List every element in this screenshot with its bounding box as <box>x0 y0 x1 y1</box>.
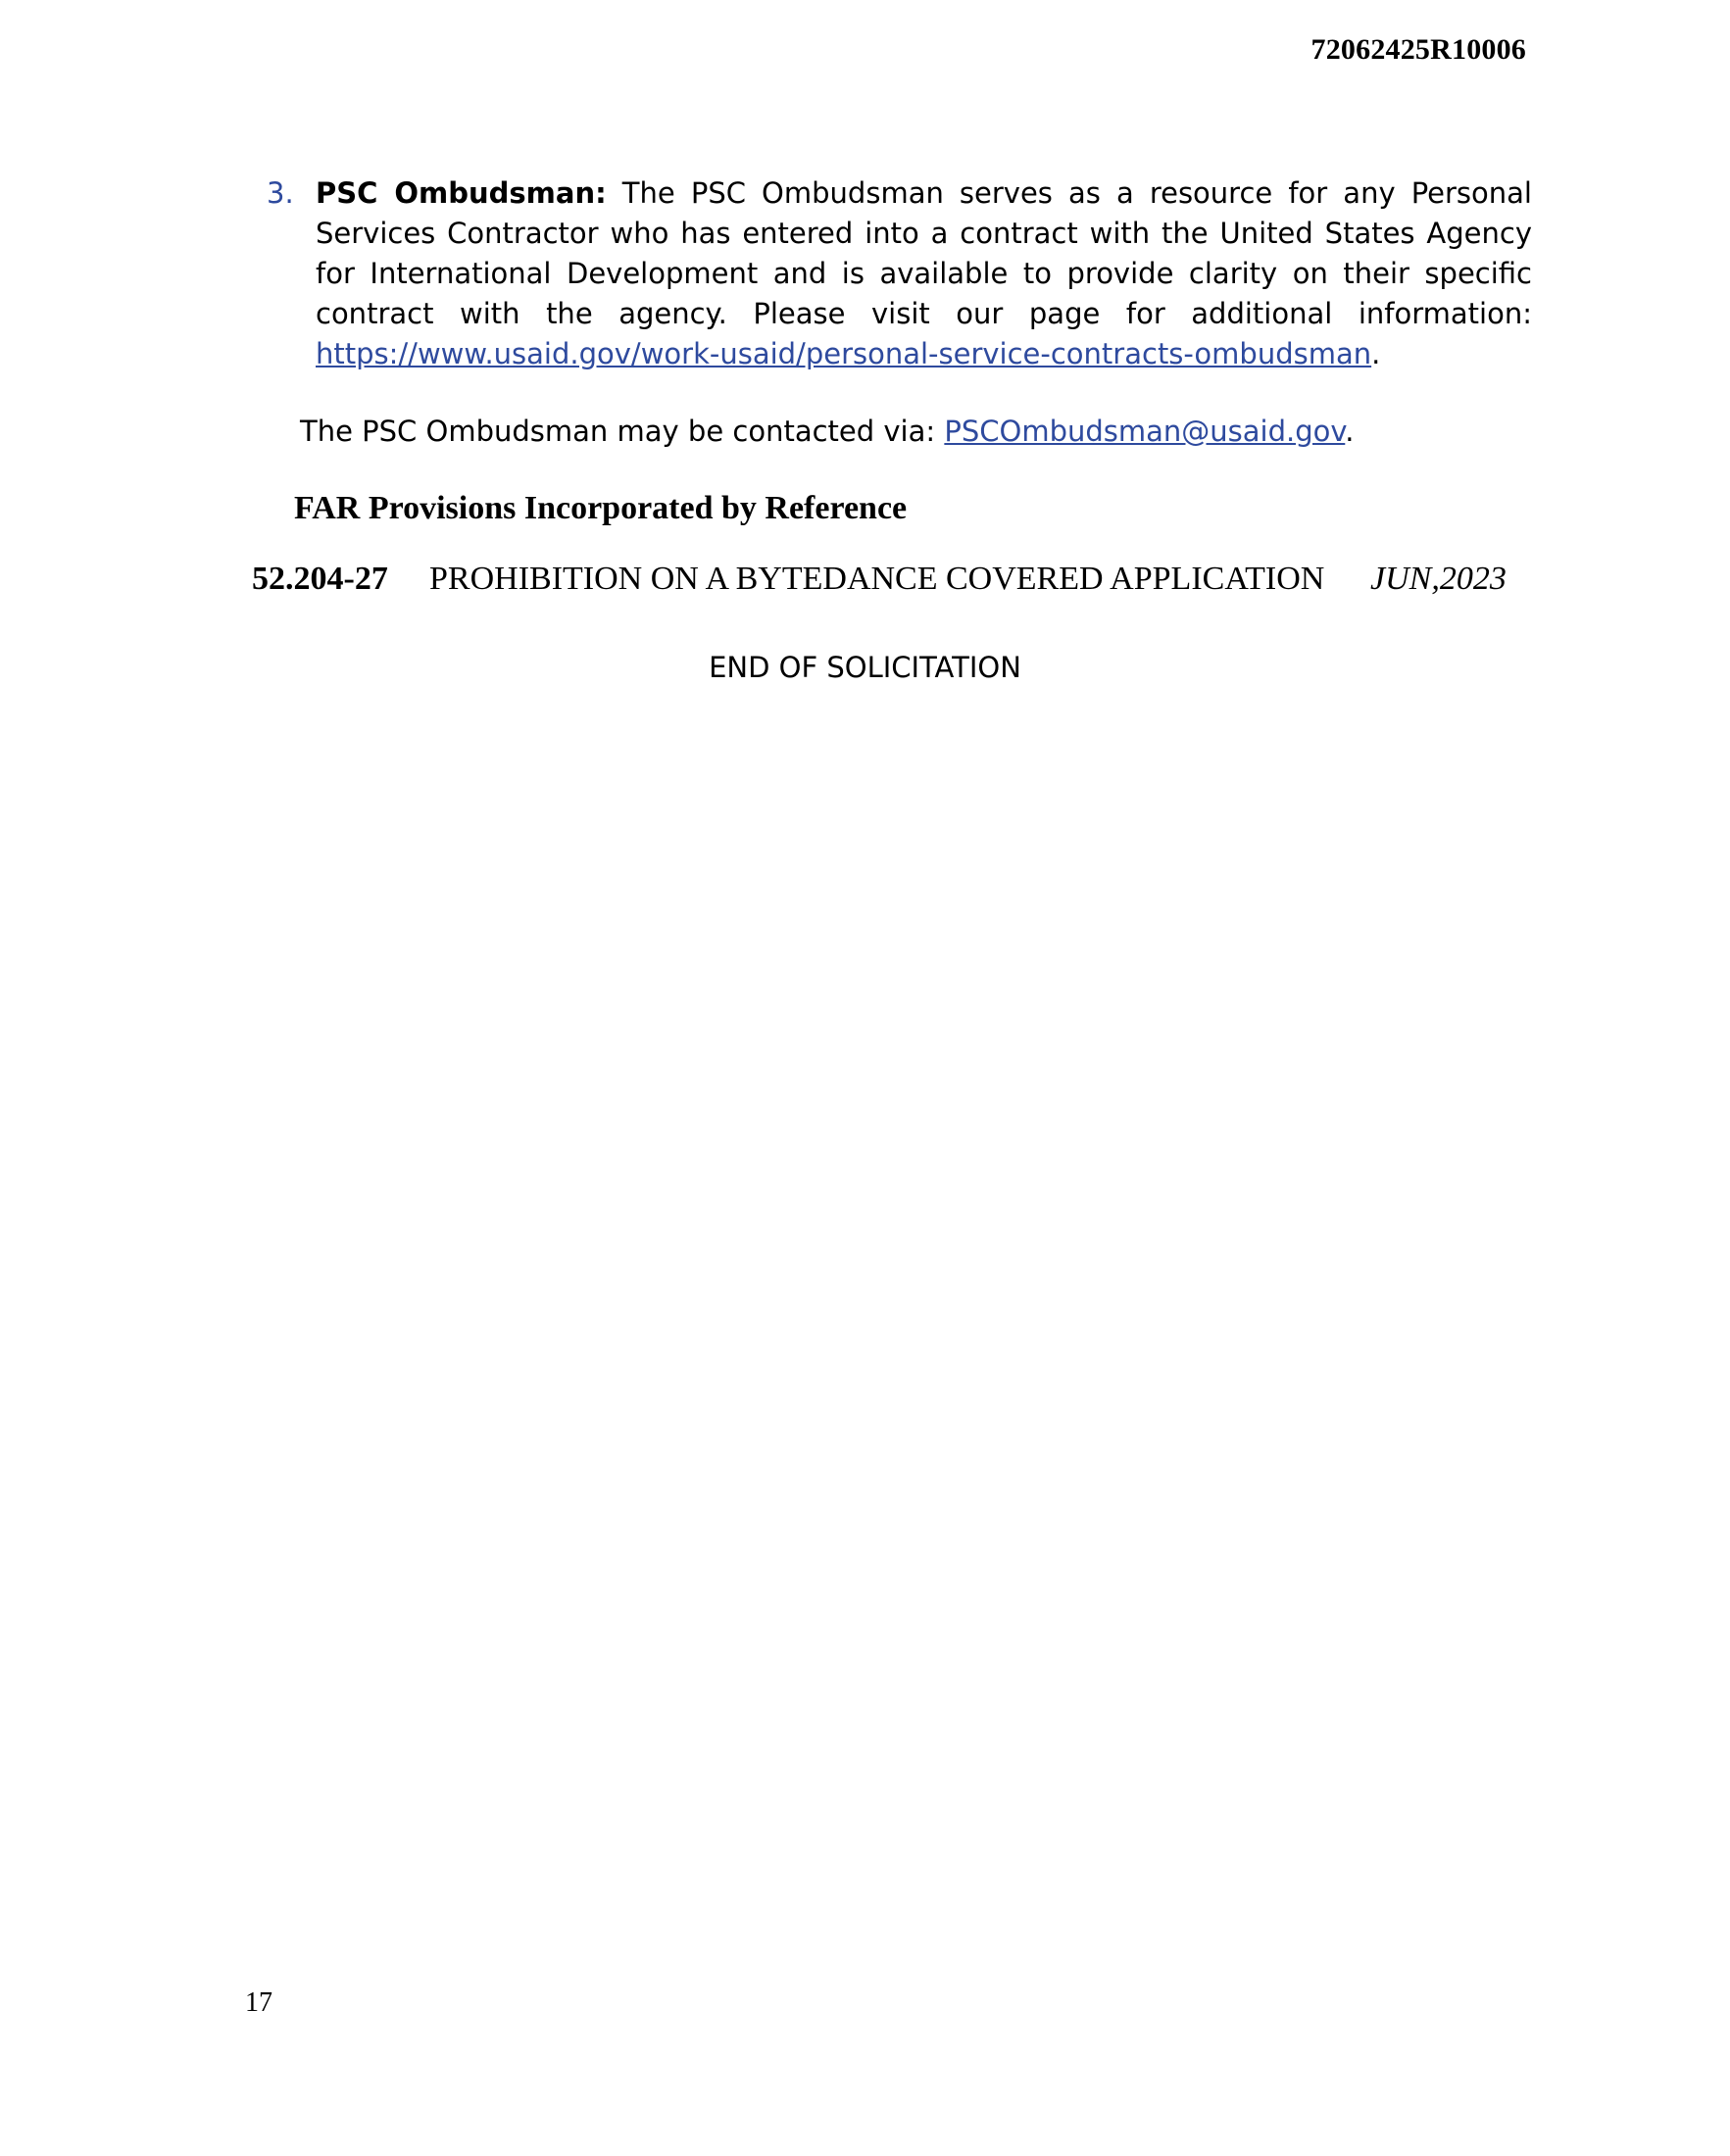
document-number: 72062425R10006 <box>1310 33 1526 66</box>
list-item-psc-ombudsman <box>267 173 1532 374</box>
ombudsman-page-link[interactable]: https://www.usaid.gov/work-usaid/personal-service-contracts-ombudsman <box>316 337 1372 370</box>
contact-text: The PSC Ombudsman may be contacted via: <box>300 415 945 448</box>
list-item-title: PSC Ombudsman: <box>316 176 607 210</box>
list-item-body <box>316 173 1532 374</box>
clause-date: JUN,2023 <box>1370 561 1507 597</box>
far-provisions-heading: FAR Provisions Incorporated by Reference <box>294 490 908 526</box>
clause-number: 52.204-27 <box>252 561 388 597</box>
page-number: 17 <box>245 1987 272 2018</box>
clause-title: PROHIBITION ON A BYTEDANCE COVERED APPLICATION <box>429 561 1325 597</box>
ombudsman-email-link[interactable]: PSCOmbudsman@usaid.gov <box>944 415 1346 448</box>
list-item-period: . <box>1371 337 1381 370</box>
list-item-text: The PSC Ombudsman serves as a resource for any Personal Services Contractor who has entered into a contract with the United States Agency for International Development and is available to provide clarity on their specific contract with the agency. Please visit our page for additional information: <box>316 176 1532 330</box>
end-of-solicitation: END OF SOLICITATION <box>709 651 1021 684</box>
list-number: 3. <box>267 176 294 210</box>
contact-line <box>300 412 1355 452</box>
contact-period: . <box>1345 415 1355 448</box>
